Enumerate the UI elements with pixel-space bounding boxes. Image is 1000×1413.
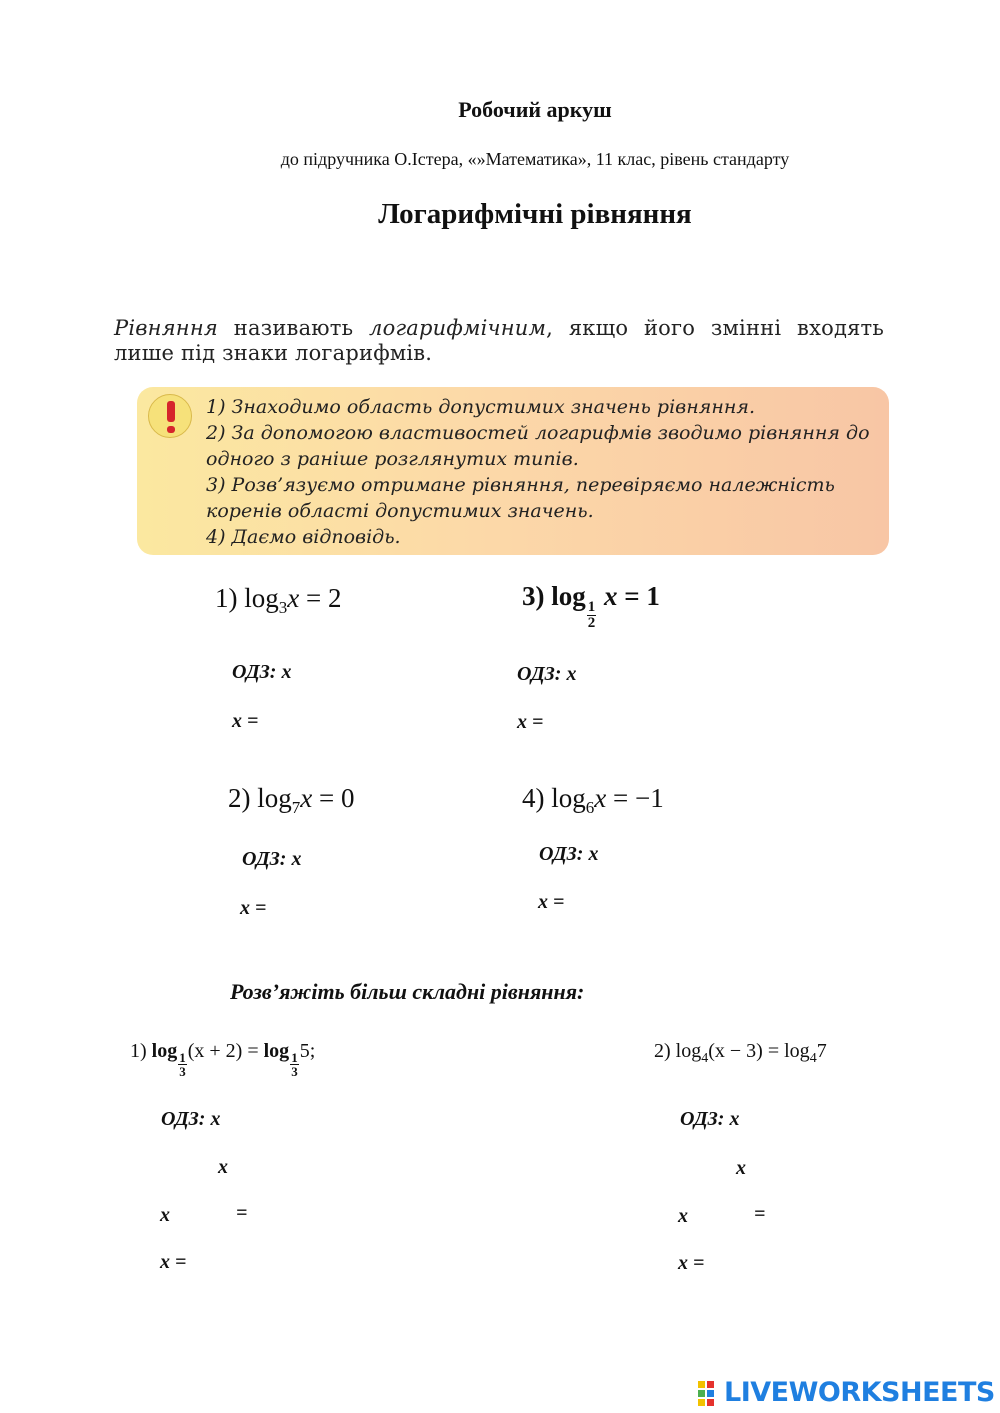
work-field-c2-equals: = — [754, 1203, 766, 1225]
answer-field-1[interactable]: x = — [232, 710, 259, 732]
definition-keyword: логарифмічним — [369, 316, 547, 340]
page-heading: Логарифмічні рівняння — [378, 198, 692, 230]
odz-field-4[interactable]: ОДЗ: x — [539, 843, 599, 865]
rule-item: 2) За допомогою властивостей логарифмів зводимо рівняння до одного з раніше розглянутих типів. — [206, 422, 870, 470]
definition-text: Рівняння називають логарифмічним, якщо його змінні входять лише під знаки логарифмів. — [114, 316, 884, 365]
equation-1: 1) $\log_3x = 2$ — [215, 583, 342, 617]
worksheet-subtitle: до підручника О.Істера, «»Математика», 11 клас, рівень стандарту — [280, 149, 790, 169]
logo-square — [698, 1381, 705, 1388]
work-field-c1-line3[interactable]: x — [160, 1204, 170, 1226]
answer-field-4[interactable]: x = — [538, 891, 565, 913]
work-field-c2-line3[interactable]: x — [678, 1205, 688, 1227]
task-heading: Розв’яжіть більш складні рівняння: — [230, 979, 585, 1004]
work-field-c1-equals: = — [236, 1202, 248, 1224]
odz-field-3[interactable]: ОДЗ: x — [517, 663, 577, 685]
odz-field-c1[interactable]: ОДЗ: x — [161, 1108, 221, 1130]
definition-term: Рівняння — [114, 316, 218, 340]
logo-square — [698, 1390, 705, 1397]
rule-item: 4) Даємо відповідь. — [206, 526, 401, 548]
odz-field-1[interactable]: ОДЗ: x — [232, 661, 292, 683]
complex-equation-1: 1) log $\frac{1}{3}$ (x + 2) = log $\frac{1}{3}$ 5; — [130, 1040, 316, 1079]
rule-item: 1) Знаходимо область допустимих значень рівняння. — [206, 396, 755, 418]
worksheet-title: Робочий аркуш — [458, 97, 612, 122]
answer-field-2[interactable]: x = — [240, 897, 267, 919]
exclamation-icon — [148, 394, 192, 438]
odz-field-c2[interactable]: ОДЗ: x — [680, 1108, 740, 1130]
complex-equation-2: 2) $\log_4(x - 3) = \log_47$ — [654, 1040, 827, 1066]
logo-square — [707, 1381, 714, 1388]
equation-2: 2) $\log_7x = 0$ — [228, 783, 355, 817]
answer-field-3[interactable]: x = — [517, 711, 544, 733]
rule-item: 3) Розв’язуємо отримане рівняння, перевіряємо належність коренів області допустимих значень. — [206, 474, 835, 522]
work-field-c1-line2[interactable]: x — [218, 1156, 228, 1178]
rules-list — [206, 394, 878, 550]
answer-field-c2[interactable]: x = — [678, 1252, 705, 1274]
answer-field-c1[interactable]: x = — [160, 1251, 187, 1273]
logo-square — [707, 1399, 714, 1406]
logo-square — [698, 1399, 705, 1406]
equation-4: 4) $\log_6x = -1$ — [522, 783, 664, 817]
logo-square — [707, 1390, 714, 1397]
equation-3: 3) log $\frac{1}{2}$ x = 1 — [522, 581, 660, 631]
logo-text: LIVEWORKSHEETS — [724, 1377, 995, 1408]
work-field-c2-line2[interactable]: x — [736, 1157, 746, 1179]
odz-field-2[interactable]: ОДЗ: x — [242, 848, 302, 870]
